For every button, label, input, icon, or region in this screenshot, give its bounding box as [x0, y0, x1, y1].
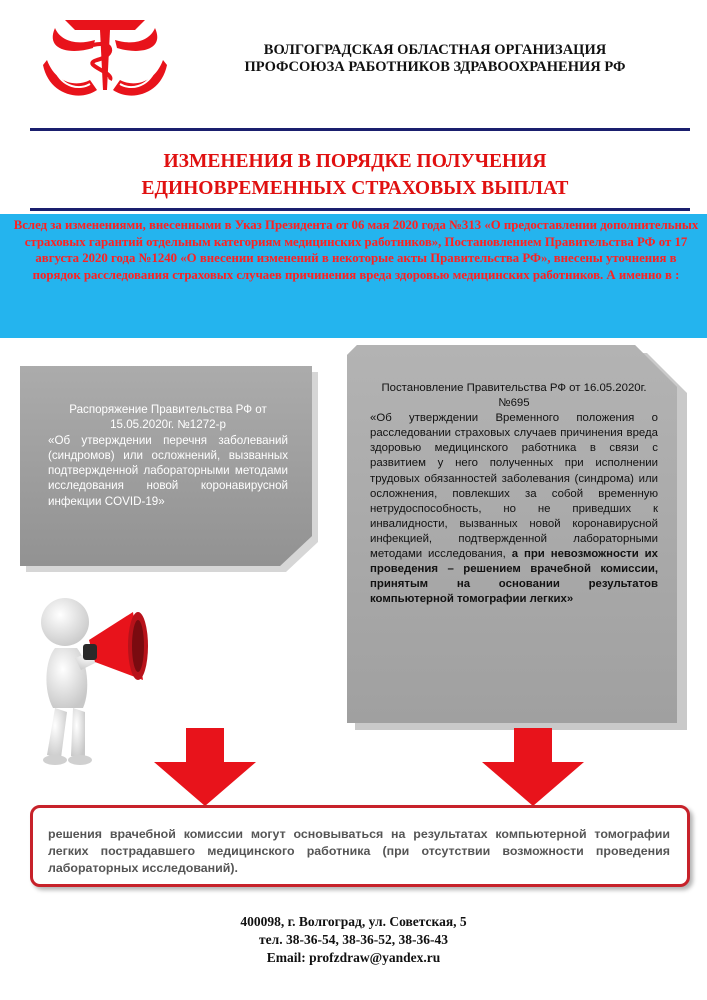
left-document-heading: Распоряжение Правительства РФ от 15.05.2020г. №1272-р	[69, 403, 267, 432]
left-down-arrow-icon	[150, 728, 260, 808]
conclusion-text: решения врачебной комиссии могут основываться на результатах компьютерной томографии легких пострадавшего медицинского работника (при отсутствии возможности проведения лабораторных исследований).	[48, 827, 670, 875]
right-document-heading: Постановление Правительства РФ от 16.05.2020г. №695	[381, 382, 647, 410]
title-line2: ЕДИНОВРЕМЕННЫХ СТРАХОВЫХ ВЫПЛАТ	[141, 178, 569, 199]
organization-name-line2: ПРОФСОЮЗА РАБОТНИКОВ ЗДРАВООХРАНЕНИЯ РФ	[244, 59, 626, 75]
page-title	[40, 148, 670, 202]
organization-name	[200, 42, 670, 76]
right-document-body	[370, 411, 658, 607]
right-document-text	[370, 381, 658, 607]
union-logo-icon	[35, 10, 175, 110]
right-document-body-regular: «Об утверждении Временного положения о расследовании страховых случаев причинения вреда здоровью медицинского работника в связи с развитием у него полученных при исполнении трудовых обязанностей заболевания (синдрома) или осложнения, повлекших за собой временную нетрудоспособность, но не приведших к инвалидности, вызванных новой коронавирусной инфекцией, подтвержденной лабораторными методами исследования,	[370, 412, 658, 561]
intro-text: Вслед за изменениями, внесенными в Указ Президента от 06 мая 2020 года №313 «О предоставлении дополнительных страховых гарантий отдельным категориям медицинских работников», Постановлением Правительства РФ от 17 августа 2020 года №1240 «О внесении изменений в некоторые акты Правительства РФ», внесены уточнения в порядок расследования страховых случаев причинения вреда здоровью медицинских работников. А именно в :	[13, 218, 699, 282]
contact-phones: тел. 38-36-54, 38-36-52, 38-36-43	[259, 932, 448, 947]
title-line1: ИЗМЕНЕНИЯ В ПОРЯДКЕ ПОЛУЧЕНИЯ	[163, 151, 547, 172]
right-document-body-bold: а при невозможности их проведения – решением врачебной комиссии, принятым на основании результатов компьютерной томографии легких»	[370, 548, 658, 606]
contacts-block	[150, 913, 557, 967]
person-with-megaphone-icon	[25, 590, 165, 770]
header-divider	[30, 128, 690, 131]
left-document-text	[48, 402, 288, 509]
organization-name-line1: ВОЛГОГРАДСКАЯ ОБЛАСТНАЯ ОРГАНИЗАЦИЯ	[263, 42, 607, 58]
title-divider	[30, 208, 690, 211]
contact-email[interactable]: Email: profzdraw@yandex.ru	[266, 950, 441, 965]
left-document-body: «Об утверждении перечня заболеваний (синдромов) или осложнений, вызванных подтвержденной лабораторными методами исследования новой коронавирусной инфекции COVID-19»	[48, 433, 288, 508]
right-down-arrow-icon	[478, 728, 588, 808]
contact-address: 400098, г. Волгоград, ул. Советская, 5	[240, 914, 467, 929]
